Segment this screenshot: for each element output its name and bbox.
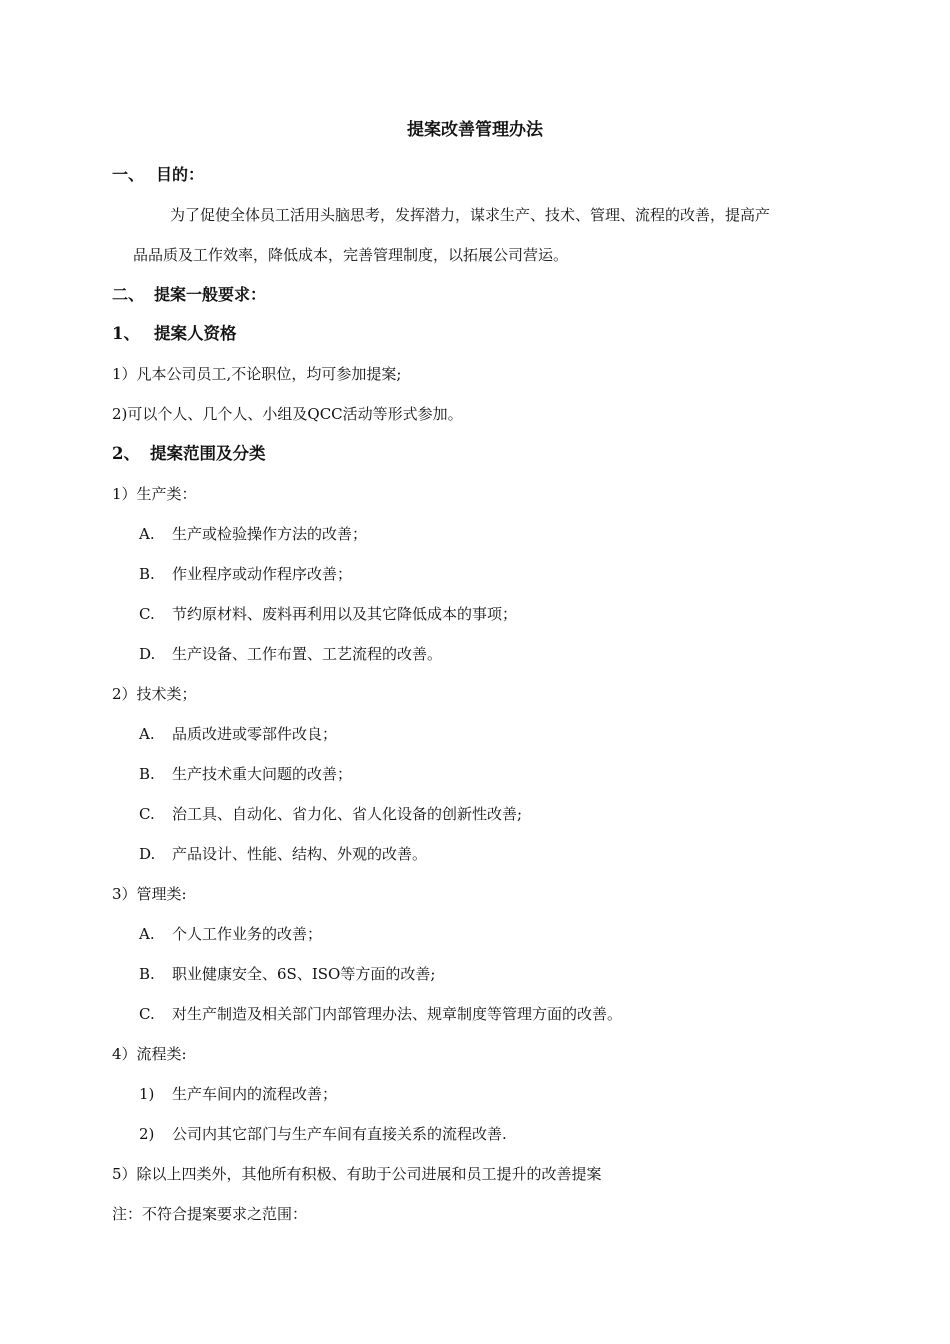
list-item-label: B.	[139, 565, 155, 583]
qualification-item-2: 2)可以个人、几个人、小组及QCC活动等形式参加。	[112, 405, 463, 423]
subsection-2-title: 提案范围及分类	[149, 444, 266, 463]
list-item-label: D.	[139, 845, 156, 863]
list-item-label: C.	[139, 605, 155, 623]
section-1-number: 一、	[112, 165, 145, 184]
list-item-label: 2)	[139, 1125, 155, 1143]
category-management-title: 3）管理类:	[112, 885, 187, 903]
list-item-text: 公司内其它部门与生产车间有直接关系的流程改善.	[172, 1125, 507, 1143]
list-item-label: D.	[139, 645, 156, 663]
section-1-heading	[112, 165, 204, 185]
list-item-text: 节约原材料、废料再利用以及其它降低成本的事项；	[172, 605, 518, 623]
list-item-label: A.	[139, 925, 155, 943]
subsection-1-number: 1、	[112, 324, 140, 343]
list-item-label: C.	[139, 805, 155, 823]
list-item-text: 治工具、自动化、省力化、省人化设备的创新性改善;	[172, 805, 523, 823]
list-item-label: B.	[139, 965, 155, 983]
section-1-title: 目的：	[156, 165, 205, 184]
list-item-label: A.	[139, 525, 155, 543]
section-2-title: 提案一般要求：	[154, 285, 267, 304]
list-item-label: 1)	[139, 1085, 155, 1103]
list-item-label: B.	[139, 765, 155, 783]
category-technology-title: 2）技术类；	[112, 685, 197, 703]
list-item-text: 生产车间内的流程改善；	[172, 1085, 338, 1103]
page-title: 提案改善管理办法	[407, 120, 543, 140]
list-item-text: 生产技术重大问题的改善；	[172, 765, 353, 783]
list-item-text: 品质改进或零部件改良；	[172, 725, 338, 743]
subsection-2-heading	[112, 444, 265, 464]
list-item-text: 作业程序或动作程序改善；	[172, 565, 353, 583]
list-item-text: 产品设计、性能、结构、外观的改善。	[172, 845, 428, 863]
subsection-1-title: 提案人资格	[153, 324, 237, 343]
list-item-text: 生产或检验操作方法的改善；	[172, 525, 368, 543]
list-item-text: 个人工作业务的改善；	[172, 925, 323, 943]
list-item-text: 对生产制造及相关部门内部管理办法、规章制度等管理方面的改善。	[172, 1005, 623, 1023]
scope-note: 注：不符合提案要求之范围：	[112, 1205, 308, 1223]
list-item-text: 生产设备、工作布置、工艺流程的改善。	[172, 645, 443, 663]
subsection-1-heading	[112, 324, 236, 344]
category-production-title: 1）生产类：	[112, 485, 197, 503]
list-item-label: A.	[139, 725, 155, 743]
category-process-title: 4）流程类:	[112, 1045, 187, 1063]
list-item-label: C.	[139, 1005, 155, 1023]
qualification-item-1: 1）凡本公司员工,不论职位，均可参加提案;	[112, 365, 402, 383]
section-2-heading	[112, 285, 266, 305]
subsection-2-number: 2、	[112, 444, 140, 463]
section-2-number: 二、	[112, 285, 145, 304]
purpose-line-2: 品品质及工作效率，降低成本，完善管理制度，以拓展公司营运。	[133, 246, 569, 264]
purpose-line-1: 为了促使全体员工活用头脑思考，发挥潜力，谋求生产、技术、管理、流程的改善，提高产	[170, 206, 771, 224]
list-item-text: 职业健康安全、6S、ISO等方面的改善;	[172, 965, 436, 983]
category-other: 5）除以上四类外，其他所有积极、有助于公司进展和员工提升的改善提案	[112, 1165, 602, 1183]
